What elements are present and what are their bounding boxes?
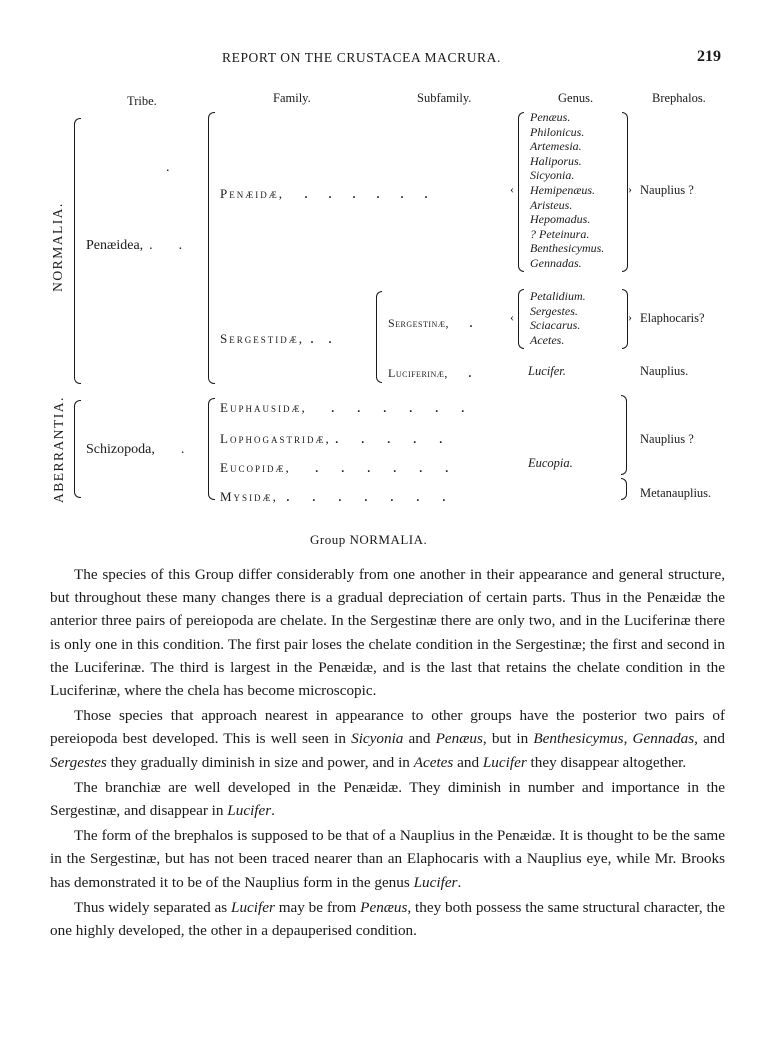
schizopoda-family-brace xyxy=(208,398,215,500)
page-number: 219 xyxy=(697,48,721,65)
brace-point: ‹ xyxy=(510,182,514,196)
genus-item: Hemipenæus. xyxy=(530,182,595,197)
sergestinae-genera-left-brace xyxy=(518,289,524,349)
genus-item: Sicyonia. xyxy=(530,168,575,183)
group-aberrantia: ABERRANTIA. xyxy=(51,396,66,503)
paragraph: The species of this Group differ considerably from one another in their appearance and general structure, but throughout these many changes there is a gradual depreciation of certain parts. Thus in the Penæidæ the anterior three pairs of pereiopoda are chelate. In the Sergestinæ there are only two, and in the Luciferinæ there is only one in this condition. The first pair loses the chelate condition in the Sergestinæ; the first and second in the Luciferinæ. The third is largest in the Penæidæ, and is the last that retains the chelate condition in the Luciferinæ, where the chela has become microscopic. xyxy=(50,566,725,700)
paragraph: The branchiæ are well developed in the Penæidæ. They diminish in number and importance in the Sergestinæ, and disappear in Lucifer. xyxy=(50,778,725,820)
brephalos-mysidae: Metanauplius. xyxy=(640,486,712,500)
col-header-subfamily: Subfamily. xyxy=(417,91,472,105)
aberrantia-brace xyxy=(74,400,81,498)
subfamily-sergestinae: Sergestinæ, . xyxy=(388,314,473,331)
brace-point: › xyxy=(628,182,632,196)
brephalos-luciferinae: Nauplius. xyxy=(640,364,689,378)
family-lophogastridae: Lophogastridæ, ..... xyxy=(220,430,465,447)
brace-point: ‹ xyxy=(510,310,514,324)
col-header-family: Family. xyxy=(273,91,311,105)
genus-item: Sergestes. xyxy=(530,303,578,318)
group-normalia: NORMALIA. xyxy=(50,202,65,292)
brephalos-schizopoda: Nauplius ? xyxy=(640,432,694,446)
genus-eucopia: Eucopia. xyxy=(528,456,573,470)
genus-item: Haliporus. xyxy=(530,153,582,168)
genus-item: Aristeus. xyxy=(530,197,573,212)
paragraph: The form of the brephalos is supposed to be that of a Nauplius in the Penæidæ. It is thought to be the same in the Sergestinæ, but has not been traced nearer than an Elaphocaris with a Nauplius eye, while Mr. Brooks has demonstrated it to be of the Nauplius form in the genus Lucifer. xyxy=(50,827,725,891)
genus-item: Hepomadus. xyxy=(530,212,591,227)
genus-list-penaeidae xyxy=(530,110,604,271)
tribe-penaeidea: Penæidea, . . xyxy=(86,238,183,253)
stray-dot: . xyxy=(166,160,170,175)
paragraph: Those species that approach nearest in appearance to other groups have the posterior two pairs of pereiopoda best developed. This is well seen in Sicyonia and Penæus, but in Benthesicymus, Gennadas, and Sergestes they gradually diminish in size and power, and in Acetes and Lucifer they disappear altogether. xyxy=(50,707,725,771)
paragraph: Thus widely separated as Lucifer may be from Penæus, they both possess the same structural character, the one highly developed, the other in a depauperised condition. xyxy=(50,898,725,940)
sergestidae-subfamily-brace xyxy=(376,291,382,383)
mysidae-brephalos-brace xyxy=(621,478,627,500)
col-header-tribe: Tribe. xyxy=(127,94,157,108)
subfamily-luciferinae: Luciferinæ, . xyxy=(388,364,472,381)
genus-item: Acetes. xyxy=(530,332,565,347)
body-text xyxy=(50,563,725,944)
genus-item: Gennadas. xyxy=(530,255,582,270)
genus-item: Petalidium. xyxy=(530,289,586,303)
genus-item: Artemesia. xyxy=(530,139,582,154)
section-title: Group NORMALIA. xyxy=(310,532,428,547)
genus-item: Penæus. xyxy=(530,110,571,124)
family-sergestidae: Sergestidæ, .. xyxy=(220,330,346,347)
family-penaeidae: Penæidæ, ...... xyxy=(220,185,448,202)
family-euphausidae: Euphausidæ, ...... xyxy=(220,399,487,416)
family-mysidae: Mysidæ, ....... xyxy=(220,488,468,505)
tribe-schizopoda: Schizopoda, . xyxy=(86,442,185,457)
normalia-brace xyxy=(74,118,81,384)
brephalos-penaeidae: Nauplius ? xyxy=(640,183,694,197)
family-eucopidae: Eucopidæ, ...... xyxy=(220,459,471,476)
brace-point: › xyxy=(628,310,632,324)
penaeidae-genera-left-brace xyxy=(518,112,524,272)
col-header-genus: Genus. xyxy=(558,91,594,105)
running-title: REPORT ON THE CRUSTACEA MACRURA. xyxy=(222,50,501,65)
genus-item: Philonicus. xyxy=(530,124,585,139)
col-header-brephalos: Brephalos. xyxy=(652,91,706,105)
brephalos-sergestinae: Elaphocaris? xyxy=(640,311,705,325)
genus-list-sergestinae xyxy=(530,289,586,347)
genus-item: Benthesicymus. xyxy=(530,241,605,256)
genus-item: Sciacarus. xyxy=(530,318,581,333)
penaeidea-family-brace xyxy=(208,112,215,384)
genus-item: ? Peteinura. xyxy=(530,226,590,241)
schizopoda-brephalos-brace xyxy=(621,395,627,475)
genus-lucifer: Lucifer. xyxy=(528,364,566,378)
